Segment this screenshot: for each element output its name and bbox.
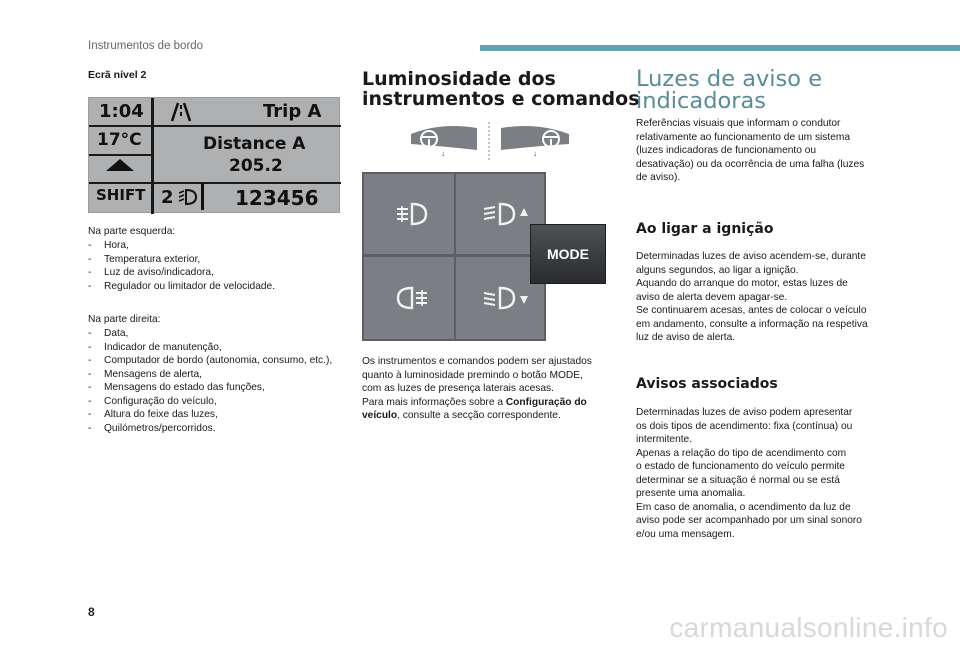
display-divider-2 [89, 154, 151, 156]
display-distance-label: Distance A [203, 134, 306, 154]
panel-divider-horizontal [364, 254, 544, 257]
headlamp-up-icon [480, 200, 532, 228]
display-odometer: 123456 [235, 186, 319, 210]
section-title-ignition: Ao ligar a ignição [636, 221, 774, 237]
section-title-warning-lights: Luzes de aviso e indicadoras [636, 66, 823, 114]
rear-fog-lamp-icon [394, 200, 430, 228]
list-item: - Regulador ou limitador de velocidade. [88, 280, 276, 292]
display-shift: SHIFT [96, 186, 146, 204]
associated-warnings-paragraph: Determinadas luzes de aviso podem apresentar os dois tipos de acendimento: fixa (contínua) ou intermitente. Apenas a relação do tipo de acendimento com o estado de funcionamento do veículo permite determinar se a situação é normal ou se está presente uma anomalia. Em caso de anomalia, o acendimento da luz de aviso pode ser acompanhado por um sinal sonoro e/ou uma mensagem. [636, 407, 862, 540]
ignition-paragraph: Determinadas luzes de aviso acendem-se, durante alguns segundos, ao ligar a ignição. Aquando do arranque do motor, estas luzes de aviso de alerta devem apagar-se. Se continuarem acesas, antes de colocar o veículo em andamento, consulte a informação na respetiva luz de aviso de alerta. [636, 251, 868, 343]
display-distance-value: 205.2 [229, 156, 283, 176]
list-item: - Indicador de manutenção, [88, 341, 222, 353]
svg-text:↓: ↓ [533, 149, 537, 158]
list-item: - Temperatura exterior, [88, 253, 201, 265]
front-fog-lamp-icon [394, 284, 430, 312]
display-level-subhead: Ecrã nível 2 [88, 69, 147, 81]
display-divider-short [201, 183, 204, 210]
left-part-list [88, 239, 338, 293]
list-item: - Luz de aviso/indicadora, [88, 267, 214, 278]
section-title-associated-warnings: Avisos associados [636, 376, 778, 392]
list-item: - Mensagens do estado das funções, [88, 382, 265, 393]
right-part-list [88, 327, 338, 435]
mode-button-illustration: MODE [530, 224, 606, 284]
watermark: carmanualsonline.info [669, 612, 948, 643]
display-temperature: 17°C [97, 130, 142, 150]
list-item: - Data, [88, 328, 129, 339]
header-accent-bar [480, 45, 960, 51]
control-panel-illustration [362, 172, 546, 341]
display-divider-3 [89, 182, 341, 184]
display-divider-vertical [151, 98, 154, 214]
steering-wheel-illustration [405, 120, 577, 162]
headlamp-down-icon [480, 284, 532, 312]
road-icon [169, 102, 193, 122]
instrument-display-illustration [88, 97, 340, 213]
list-item: - Quilómetros/percorridos. [88, 422, 216, 434]
display-gear: 2 [161, 187, 174, 208]
warning-triangle-icon [105, 158, 135, 172]
list-item: - Hora, [88, 240, 129, 251]
left-part-intro: Na parte esquerda: [88, 226, 176, 237]
display-time: 1:04 [99, 101, 144, 122]
warning-lights-intro: Referências visuais que informam o condutor relativamente ao funcionamento de um sistema (luzes indicadoras de funcionamento ou desativação) ou da ocorrência de uma falha (luzes de aviso). [636, 118, 865, 183]
list-item: - Configuração do veículo, [88, 395, 217, 407]
page-header-title: Instrumentos de bordo [88, 40, 204, 52]
right-part-intro: Na parte direita: [88, 314, 161, 325]
page-number: 8 [88, 605, 95, 619]
luminosity-paragraph: Os instrumentos e comandos podem ser ajustados quanto à luminosidade premindo o botão MODE, com as luzes de presença laterais acesas. Para mais informações sobre a Configuração do veículo, consulte a secção correspondente. [362, 356, 592, 421]
display-trip: Trip A [263, 101, 322, 122]
svg-text:↓: ↓ [441, 149, 445, 158]
list-item: - Altura do feixe das luzes, [88, 409, 218, 420]
list-item: - Computador de bordo (autonomia, consumo, etc.), [88, 355, 333, 366]
section-title-luminosity: Luminosidade dos instrumentos e comandos [362, 68, 640, 110]
headlamp-beam-icon [177, 186, 199, 208]
list-item: - Mensagens de alerta, [88, 368, 202, 380]
display-divider-1 [89, 125, 341, 127]
